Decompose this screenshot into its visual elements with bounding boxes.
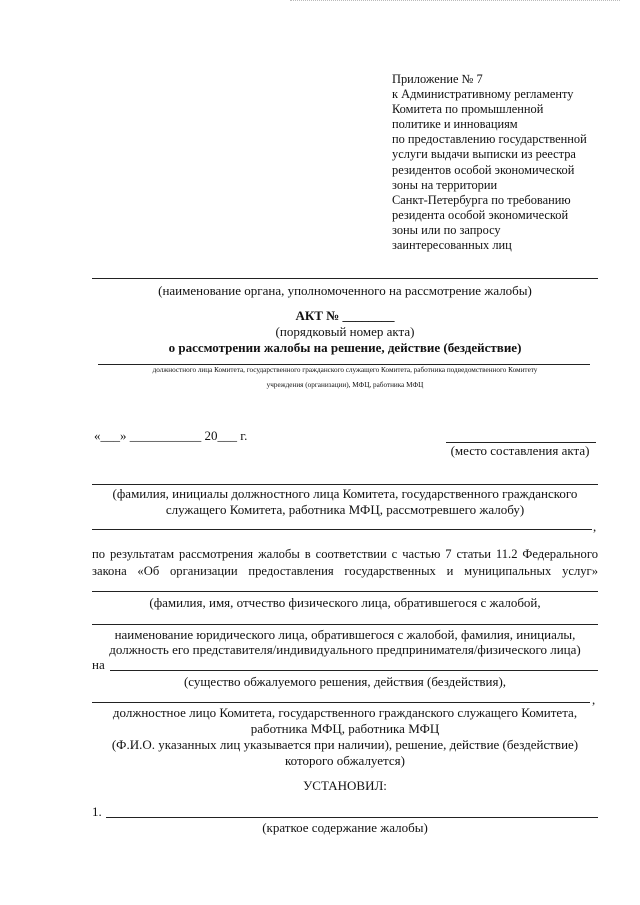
decision-caption: (существо обжалуемого решения, действия (бездействия), xyxy=(183,674,507,689)
place-caption: (место составления акта) xyxy=(450,443,590,458)
official-caption: должностного лица Комитета, государственного гражданского служащего Комитета, работника подведомственного Комитету xyxy=(152,366,538,374)
appealed-caption: работника МФЦ, работника МФЦ xyxy=(250,721,440,736)
established-heading: УСТАНОВИЛ: xyxy=(303,778,387,793)
applicant-caption: (фамилия, имя, отчество физического лица, обратившегося с жалобой, xyxy=(149,595,541,610)
reviewer-caption: служащего Комитета, работника МФЦ, рассмотревшего жалобу) xyxy=(165,502,525,517)
summary-line xyxy=(106,817,598,818)
decision-line-2 xyxy=(92,702,590,703)
reviewer-line-2 xyxy=(92,529,592,530)
appendix-line: заинтересованных лиц xyxy=(392,238,512,253)
result-text: по результатам рассмотрения жалобы в соответствии с частью 7 статьи 11.2 Федерального xyxy=(92,547,598,561)
applicant-line xyxy=(92,591,598,592)
appendix-block xyxy=(392,72,607,253)
legal-caption: наименование юридического лица, обратившегося с жалобой, фамилия, инициалы, xyxy=(114,627,576,642)
legal-caption: должность его представителя/индивидуального предпринимателя/физического лица) xyxy=(109,642,581,657)
appendix-line: Санкт-Петербурга по требованию xyxy=(392,192,571,207)
comma: , xyxy=(593,519,597,534)
applicant-line-2 xyxy=(92,624,598,625)
act-title: АКТ № ________ xyxy=(295,308,395,323)
reviewer-caption: (фамилия, инициалы должностного лица Комитета, государственного гражданского xyxy=(112,486,578,501)
official-line xyxy=(98,364,590,365)
appendix-line: по предоставлению государственной xyxy=(392,132,587,147)
comma: , xyxy=(592,692,596,707)
appealed-caption: должностное лицо Комитета, государственного гражданского служащего Комитета, xyxy=(112,705,578,720)
date-line: «___» ___________ 20___ г. xyxy=(94,428,248,443)
decision-line xyxy=(110,670,598,671)
official-caption: учреждения (организации), МФЦ, работника МФЦ xyxy=(266,381,424,389)
appendix-line: услуги выдачи выписки из реестра xyxy=(392,147,576,162)
authority-name-line xyxy=(92,278,598,279)
scan-artifact-line xyxy=(290,0,620,5)
result-text: закона «Об организации предоставления государственных и муниципальных услуг» xyxy=(92,564,598,578)
reviewer-line xyxy=(92,484,598,485)
appendix-line: зоны на территории xyxy=(392,177,498,192)
summary-caption: (краткое содержание жалобы) xyxy=(262,820,428,835)
appendix-line: резидентов особой экономической xyxy=(392,162,575,177)
appendix-line: Комитета по промышленной xyxy=(392,102,544,117)
on-label: на xyxy=(92,657,105,672)
authority-name-caption: (наименование органа, уполномоченного на рассмотрение жалобы) xyxy=(158,283,532,298)
appendix-line: к Административному регламенту xyxy=(392,87,574,102)
appendix-line: Приложение № 7 xyxy=(392,72,483,86)
appealed-caption: (Ф.И.О. указанных лиц указывается при наличии), решение, действие (бездействие) xyxy=(111,737,579,752)
act-subtitle: о рассмотрении жалобы на решение, действие (бездействие) xyxy=(168,340,522,355)
item-number: 1. xyxy=(92,804,102,819)
appendix-line: резидента особой экономической xyxy=(392,207,569,222)
appendix-line: зоны или по запросу xyxy=(392,222,501,237)
appendix-line: политике и инновациям xyxy=(392,117,518,132)
act-number-caption: (порядковый номер акта) xyxy=(275,324,415,339)
appealed-caption: которого обжалуется) xyxy=(285,753,405,768)
